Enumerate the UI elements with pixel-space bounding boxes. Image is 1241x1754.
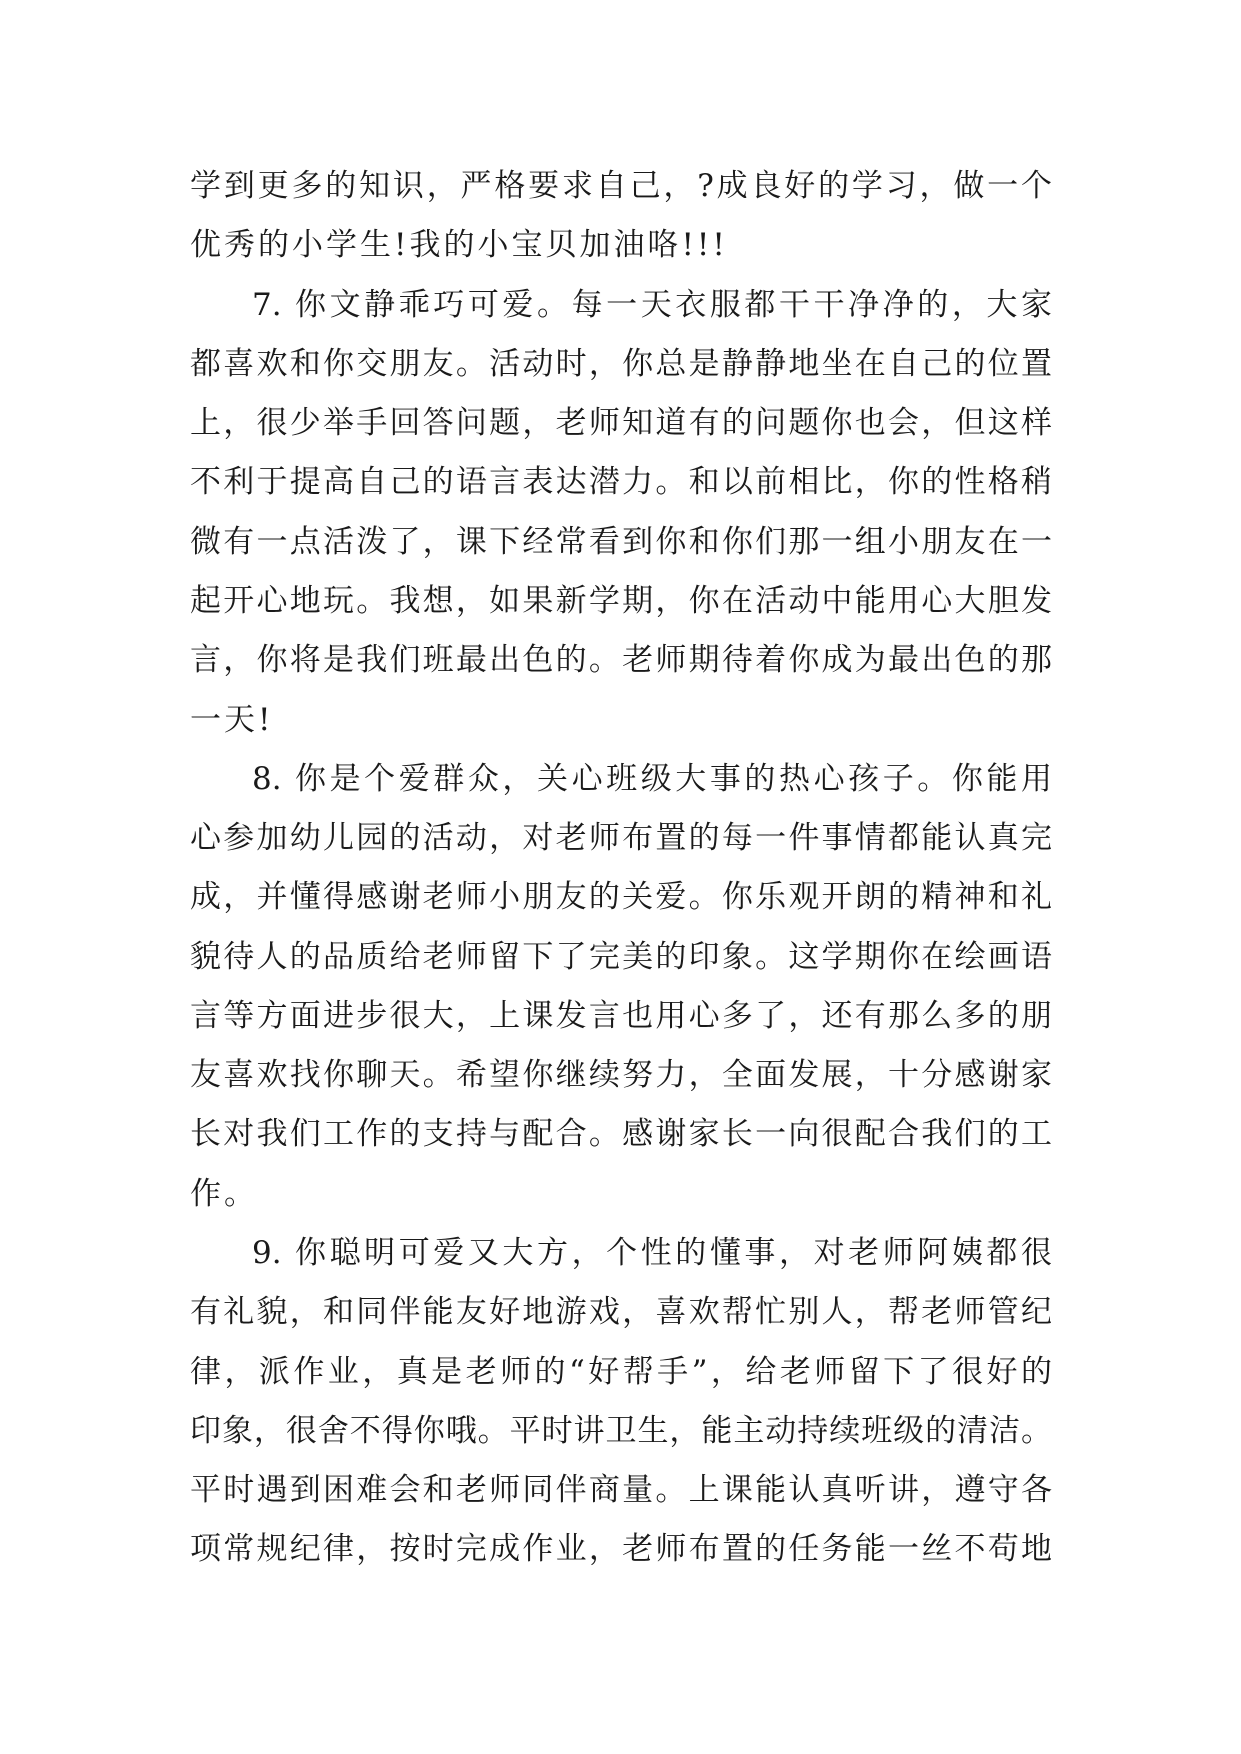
text-line: 都喜欢和你交朋友。活动时，你总是静静地坐在自己的位置 xyxy=(190,346,1052,382)
text-line: 不利于提高自己的语言表达潜力。和以前相比，你的性格稍 xyxy=(190,464,1052,500)
paragraph-8-start: 8. 你是个爱群众，关心班级大事的热心孩子。你能用 xyxy=(252,761,1052,797)
text-line: 长对我们工作的支持与配合。感谢家长一向很配合我们的工 xyxy=(190,1116,1052,1152)
text-line: 成，并懂得感谢老师小朋友的关爱。你乐观开朗的精神和礼 xyxy=(190,879,1052,915)
text-line: 友喜欢找你聊天。希望你继续努力，全面发展，十分感谢家 xyxy=(190,1057,1052,1093)
text-line: 印象，很舍不得你哦。平时讲卫生，能主动持续班级的清洁。 xyxy=(190,1413,1052,1449)
paragraph-9-start: 9. 你聪明可爱又大方，个性的懂事，对老师阿姨都很 xyxy=(252,1235,1052,1271)
text-line: 言，你将是我们班最出色的。老师期待着你成为最出色的那 xyxy=(190,642,1052,678)
text-line: 学到更多的知识，严格要求自己，?成良好的学习，做一个 xyxy=(190,168,1052,204)
paragraph-7-start: 7. 你文静乖巧可爱。每一天衣服都干干净净的，大家 xyxy=(252,287,1052,323)
text-line: 言等方面进步很大，上课发言也用心多了，还有那么多的朋 xyxy=(190,998,1052,1034)
text-line: 微有一点活泼了，课下经常看到你和你们那一组小朋友在一 xyxy=(190,524,1052,560)
text-line: 貌待人的品质给老师留下了完美的印象。这学期你在绘画语 xyxy=(190,939,1052,975)
text-line: 律，派作业，真是老师的“好帮手”，给老师留下了很好的 xyxy=(190,1354,1052,1390)
text-line: 平时遇到困难会和老师同伴商量。上课能认真听讲，遵守各 xyxy=(190,1472,1052,1508)
text-line: 项常规纪律，按时完成作业，老师布置的任务能一丝不苟地 xyxy=(190,1531,1052,1567)
text-line: 起开心地玩。我想，如果新学期，你在活动中能用心大胆发 xyxy=(190,583,1052,619)
text-line: 有礼貌，和同伴能友好地游戏，喜欢帮忙别人，帮老师管纪 xyxy=(190,1294,1052,1330)
text-line: 优秀的小学生!我的小宝贝加油咯!!! xyxy=(190,227,728,263)
text-line: 作。 xyxy=(190,1176,258,1212)
text-line: 上，很少举手回答问题，老师知道有的问题你也会，但这样 xyxy=(190,405,1052,441)
text-line: 心参加幼儿园的活动，对老师布置的每一件事情都能认真完 xyxy=(190,820,1052,856)
text-line: 一天! xyxy=(190,702,274,738)
